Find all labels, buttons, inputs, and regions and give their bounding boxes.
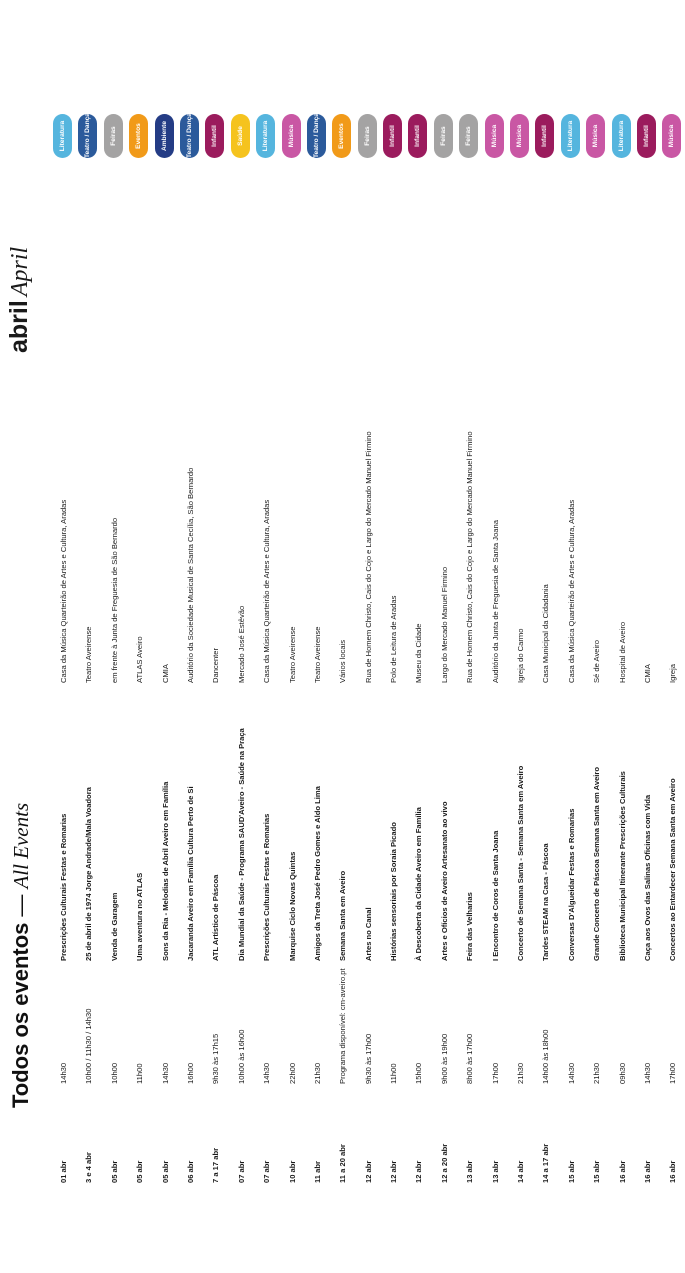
event-time: 17h00 xyxy=(668,1062,678,1084)
event-row xyxy=(405,0,430,1273)
category-badge: Literatura xyxy=(561,114,580,158)
category-badge: Música xyxy=(510,114,529,158)
event-row xyxy=(532,0,557,1273)
category-badge: Infantil xyxy=(408,114,427,158)
event-venue: em frente à Junta de Freguesia de São Bernardo xyxy=(109,517,119,683)
category-badge: Feiras xyxy=(459,114,478,158)
event-time: 09h30 xyxy=(617,1062,627,1084)
event-date: 06 abr xyxy=(185,1160,195,1183)
event-time: 9h30 às 17h15 xyxy=(211,1033,221,1084)
event-date: 3 e 4 abr xyxy=(84,1152,94,1183)
event-date: 13 abr xyxy=(490,1160,500,1183)
event-time: 14h30 xyxy=(262,1062,272,1084)
event-venue: Mercado José Estêvão xyxy=(236,605,246,683)
event-row xyxy=(329,0,354,1273)
category-badge: Feiras xyxy=(104,114,123,158)
category-badge: Literatura xyxy=(256,114,275,158)
event-date: 12 abr xyxy=(414,1160,424,1183)
category-badge: Música xyxy=(586,114,605,158)
page-title-english: All Events xyxy=(9,802,33,889)
event-date: 13 abr xyxy=(465,1160,475,1183)
event-venue: Auditório da Junta de Freguesia de Santa Joana xyxy=(490,520,500,683)
event-title: Concerto de Semana Santa - Semana Santa em Aveiro xyxy=(516,765,526,961)
page-title-main: Todos os eventos xyxy=(8,922,33,1108)
category-badge: Literatura xyxy=(53,114,72,158)
event-venue: Casa da Música Quarteirão de Artes e Cultura, Aradas xyxy=(262,499,272,683)
event-venue: Sé de Aveiro xyxy=(592,640,602,683)
event-time: 14h30 xyxy=(59,1062,68,1084)
event-venue: CMIA xyxy=(160,664,170,683)
category-badge: Literatura xyxy=(612,114,631,158)
event-time: 14h00 às 18h00 xyxy=(541,1029,551,1084)
event-venue: CMIA xyxy=(642,664,652,683)
month-title-english: April xyxy=(7,246,33,297)
event-row xyxy=(50,0,75,1273)
event-time: 16h00 xyxy=(185,1062,195,1084)
event-title: Caça aos Ovos das Salinas Oficinas com Vida xyxy=(642,794,652,961)
event-date: 01 abr xyxy=(59,1160,68,1183)
event-venue: Rua de Homem Christo, Cais do Cojo e Largo do Mercado Manuel Firmino xyxy=(465,431,475,683)
event-row xyxy=(558,0,583,1273)
event-title: 25 de abril de 1974 Jorge Andrade/Mala Voadora xyxy=(84,787,94,961)
event-row xyxy=(583,0,608,1273)
event-date: 05 abr xyxy=(109,1160,119,1183)
category-badge: Ambiente xyxy=(155,114,174,158)
category-badge: Teatro / Dança xyxy=(180,114,199,158)
event-row xyxy=(75,0,100,1273)
event-date: 15 abr xyxy=(592,1160,602,1183)
event-time: 11h00 xyxy=(389,1063,399,1084)
event-venue: Teatro Aveirense xyxy=(84,626,94,683)
category-badge: Música xyxy=(662,114,681,158)
event-title: Grande Concerto de Páscoa Semana Santa em Aveiro xyxy=(592,767,602,961)
event-venue: Teatro Aveirense xyxy=(312,626,322,683)
event-row xyxy=(228,0,253,1273)
event-date: 14 a 17 abr xyxy=(541,1143,551,1183)
event-venue: Rua de Homem Christo, Cais do Cojo e Largo do Mercado Manuel Firmino xyxy=(363,431,373,683)
category-badge: Teatro / Dança xyxy=(307,114,326,158)
event-title: Artes e Ofícios de Aveiro Artesanato ao vivo xyxy=(439,801,449,961)
event-time: 21h30 xyxy=(592,1062,602,1084)
event-title: Sons da Ria - Melodias de Abril Aveiro em Família xyxy=(160,781,170,961)
event-time: 8h00 às 17h00 xyxy=(465,1033,475,1084)
event-venue: Polo de Leitura de Aradas xyxy=(389,595,399,683)
event-date: 16 abr xyxy=(668,1160,678,1183)
event-row xyxy=(507,0,532,1273)
event-date: 15 abr xyxy=(566,1160,576,1183)
event-date: 14 abr xyxy=(516,1160,526,1183)
category-badge: Música xyxy=(485,114,504,158)
event-title: Feira das Velharias xyxy=(465,892,475,961)
event-title: Prescrições Culturais Festas e Romarias xyxy=(59,813,68,961)
event-time: 14h30 xyxy=(160,1062,170,1084)
event-title: ATL Artístico de Páscoa xyxy=(211,874,221,961)
events-list xyxy=(50,0,685,1273)
event-row xyxy=(304,0,329,1273)
event-row xyxy=(253,0,278,1273)
event-time: 10h00 / 11h30 / 14h30 xyxy=(84,1008,94,1084)
event-venue: Largo do Mercado Manuel Firmino xyxy=(439,566,449,683)
event-row xyxy=(279,0,304,1273)
event-date: 16 abr xyxy=(617,1160,627,1183)
event-row xyxy=(202,0,227,1273)
event-title: Tardes STEAM na Casa - Páscoa xyxy=(541,843,551,961)
event-venue: Vários locais xyxy=(338,639,348,683)
event-title: Histórias sensoriais por Soraia Picado xyxy=(389,822,399,961)
event-time: 22h00 xyxy=(287,1062,297,1084)
event-row xyxy=(456,0,481,1273)
event-venue: Auditório da Sociedade Musical de Santa Cecília, São Bernardo xyxy=(185,467,195,683)
event-time: 15h00 xyxy=(414,1062,424,1084)
event-row xyxy=(431,0,456,1273)
event-title: I Encontro de Coros de Santa Joana xyxy=(490,830,500,961)
event-row xyxy=(101,0,126,1273)
page-title xyxy=(8,803,34,1108)
event-title: Amigos da Treta José Pedro Gomes e Aldo Lima xyxy=(312,786,322,961)
event-title: Marquise Ciclo Novas Quintas xyxy=(287,851,297,961)
category-badge: Saúde xyxy=(231,114,250,158)
month-title-main: abril xyxy=(5,300,33,353)
event-time: 9h30 às 17h00 xyxy=(363,1033,373,1084)
event-venue: Igreja xyxy=(668,664,678,683)
event-time: 10h00 às 16h00 xyxy=(236,1029,246,1084)
event-title: Prescrições Culturais Festas e Romarias xyxy=(262,813,272,961)
event-row xyxy=(482,0,507,1273)
category-badge: Feiras xyxy=(434,114,453,158)
event-row xyxy=(355,0,380,1273)
event-row xyxy=(659,0,684,1273)
event-title: Uma aventura no ATLAS xyxy=(135,872,145,961)
event-title: Concertos ao Entardecer Semana Santa em Aveiro xyxy=(668,778,678,961)
event-title: Jacaranda Aveiro em Família Cultura Perto de Si xyxy=(185,786,195,961)
event-date: 05 abr xyxy=(135,1160,145,1183)
event-venue: Casa da Música Quarteirão de Artes e Cultura, Aradas xyxy=(59,499,68,683)
event-date: 07 abr xyxy=(236,1160,246,1183)
event-time: Programa disponível: cm-aveiro.pt xyxy=(338,968,348,1084)
event-time: 21h30 xyxy=(516,1062,526,1084)
category-badge: Música xyxy=(282,114,301,158)
event-venue: Casa Municipal da Cidadania xyxy=(541,584,551,683)
event-venue: Museu da Cidade xyxy=(414,623,424,683)
event-date: 11 abr xyxy=(312,1161,322,1183)
event-row xyxy=(152,0,177,1273)
event-date: 7 a 17 abr xyxy=(211,1147,221,1183)
category-badge: Infantil xyxy=(535,114,554,158)
event-row xyxy=(380,0,405,1273)
event-date: 11 a 20 abr xyxy=(338,1144,348,1183)
month-title xyxy=(5,247,34,353)
event-venue: Hospital de Aveiro xyxy=(617,621,627,683)
category-badge: Eventos xyxy=(129,114,148,158)
event-time: 10h00 xyxy=(109,1062,119,1084)
event-title: À Descoberta da Cidade Aveiro em Família xyxy=(414,807,424,961)
category-badge: Feiras xyxy=(358,114,377,158)
event-venue: ATLAS Aveiro xyxy=(135,636,145,683)
event-time: 11h00 xyxy=(135,1063,145,1084)
event-time: 21h30 xyxy=(312,1062,322,1084)
event-venue: Dancenter xyxy=(211,647,221,683)
category-badge: Infantil xyxy=(637,114,656,158)
event-title: Semana Santa em Aveiro xyxy=(338,870,348,961)
event-date: 05 abr xyxy=(160,1160,170,1183)
event-row xyxy=(634,0,659,1273)
event-date: 16 abr xyxy=(642,1160,652,1183)
event-date: 12 abr xyxy=(389,1160,399,1183)
category-badge: Infantil xyxy=(383,114,402,158)
category-badge: Eventos xyxy=(332,114,351,158)
event-venue: Igreja do Carmo xyxy=(516,628,526,683)
event-title: Dia Mundial da Saúde - Programa SAUD'Aveiro - Saúde na Praça xyxy=(236,728,246,961)
event-date: 10 abr xyxy=(287,1160,297,1183)
event-time: 9h00 às 19h00 xyxy=(439,1033,449,1084)
event-title: Conversas D'Algueidar Festas e Romarias xyxy=(566,808,576,961)
event-venue: Casa da Música Quarteirão de Artes e Cultura, Aradas xyxy=(566,499,576,683)
page-title-dash: — xyxy=(8,894,33,917)
event-title: Artes no Canal xyxy=(363,907,373,961)
event-time: 14h30 xyxy=(566,1062,576,1084)
event-venue: Teatro Aveirense xyxy=(287,626,297,683)
event-title: Biblioteca Municipal Itinerante Prescrições Culturais xyxy=(617,771,627,961)
event-row xyxy=(177,0,202,1273)
event-time: 17h00 xyxy=(490,1062,500,1084)
event-title: Venda de Garagem xyxy=(109,892,119,961)
event-row xyxy=(126,0,151,1273)
event-date: 12 a 20 abr xyxy=(439,1143,449,1183)
event-date: 07 abr xyxy=(262,1160,272,1183)
category-badge: Teatro / Dança xyxy=(78,114,97,158)
event-date: 12 abr xyxy=(363,1160,373,1183)
event-time: 14h30 xyxy=(642,1062,652,1084)
category-badge: Infantil xyxy=(205,114,224,158)
event-row xyxy=(609,0,634,1273)
